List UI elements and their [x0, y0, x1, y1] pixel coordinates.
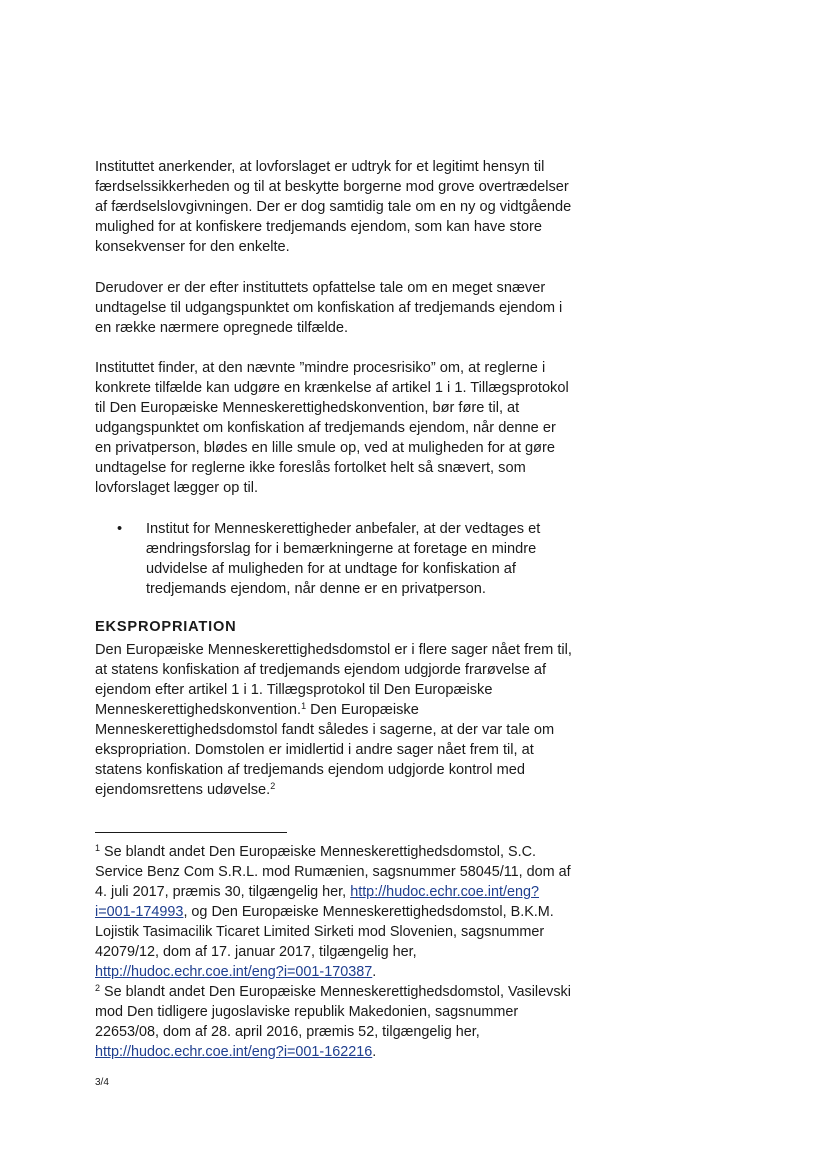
paragraph-3: [95, 358, 575, 498]
footnote-1-link-a[interactable]: http://hudoc.echr.coe.int/eng?i=001-174993: [95, 884, 540, 920]
footnote-1-text-c: .: [372, 964, 377, 980]
footnote-1-link-b[interactable]: http://hudoc.echr.coe.int/eng?i=001-170387: [95, 964, 373, 980]
paragraph-2: [95, 278, 575, 338]
footnote-divider: [95, 832, 287, 833]
section-paragraph-text: [95, 640, 575, 800]
paragraph-1: [95, 157, 575, 257]
footnote-1-text-a: Se blandt andet Den Europæiske Menneskerettighedsdomstol, S.C. Service Benz Com S.R.L. mod Rumænien, sagsnummer 58045/11, dom af 4. juli 2017, præmis 30, tilgængelig her,: [95, 844, 571, 900]
footnote-2: [95, 982, 575, 1062]
footnote-1-text-b: , og Den Europæiske Menneskerettighedsdomstol, B.K.M. Lojistik Tasimacilik Ticaret Limited Sirketi mod Slovenien, sagsnummer 42079/12, dom af 17. januar 2017, tilgængelig her,: [95, 904, 554, 960]
footnote-2-text-a: Se blandt andet Den Europæiske Menneskerettighedsdomstol, Vasilevski mod Den tidligere jugoslaviske republik Makedonien, sagsnummer 22653/08, dom af 28. april 2016, præmis 52, tilgængelig her,: [95, 984, 571, 1040]
footnote-2-link-a[interactable]: http://hudoc.echr.coe.int/eng?i=001-162216: [95, 1044, 373, 1060]
section-text-a: Den Europæiske Menneskerettighedsdomstol er i flere sager nået frem til, at statens konfiskation af tredjemands ejendom udgjorde frarøvelse af ejendom efter artikel 1 i 1. Tillægsprotokol til Den Europæiske Menneskerettighedskonvention.: [95, 642, 572, 718]
footnote-2-text-b: .: [372, 1044, 377, 1060]
page-number: 3/4: [95, 1077, 109, 1088]
recommendation-bullet: [95, 519, 575, 599]
section-text-b: Den Europæiske Menneskerettighedsdomstol fandt således i sagerne, at der var tale om ekspropriation. Domstolen er imidlertid i andre sager nået frem til, at statens konfiskation af tredjemands ejendom udgjorde kontrol med ejendomsrettens udøvelse.: [95, 702, 555, 798]
paragraph-1-text: Instituttet anerkender, at lovforslaget er udtryk for et legitimt hensyn til færdselssikkerheden og til at beskytte borgerne mod grove overtrædelser af færdselslovgivningen. Der er dog samtidig tale om en ny og vidtgående mulighed for at konfiskere tredjemands ejendom, som kan have store konsekvenser for den enkelte.: [95, 159, 572, 255]
footnote-2-number: 2: [95, 983, 101, 993]
footnote-1-number: 1: [95, 843, 101, 853]
paragraph-2-text: Derudover er der efter instituttets opfattelse tale om en meget snæver undtagelse til udgangspunktet om konfiskation af tredjemands ejendom i en række nærmere opregnede tilfælde.: [95, 280, 563, 336]
paragraph-3-text: Instituttet finder, at den nævnte ”mindre procesrisiko” om, at reglerne i konkrete tilfælde kan udgøre en krænkelse af artikel 1 i 1. Tillægsprotokol til Den Europæiske Menneskerettighedskonvention, bør føre til, at udgangspunktet om konfiskation af tredjemands ejendom, når denne er en privatperson, blødes en lille smule op, ved at muligheden for at gøre undtagelse for reglerne ikke foreslås fortolket helt så snævert, som lovforslaget lægger op til.: [95, 360, 569, 496]
recommendation-text: Institut for Menneskerettigheder anbefaler, at der vedtages et ændringsforslag for i bemærkningerne at foretage en mindre udvidelse af muligheden for at undtage for konfiskation af tredjemands ejendom, når denne er en privatperson.: [146, 521, 541, 597]
section-heading: EKSPROPRIATION: [95, 619, 237, 635]
footnote-ref-2[interactable]: 2: [270, 781, 276, 791]
bullet-dot-icon: •: [117, 521, 123, 537]
footnotes: [95, 842, 575, 1062]
footnote-1: [95, 842, 575, 982]
footnote-ref-1[interactable]: 1: [301, 701, 307, 711]
section-paragraph: [95, 640, 575, 800]
